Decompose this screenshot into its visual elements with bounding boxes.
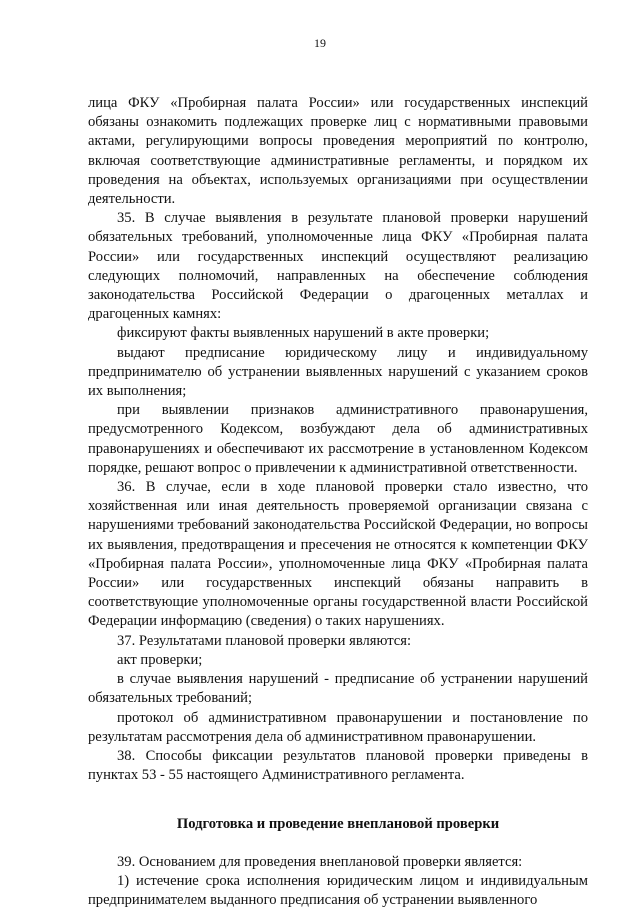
list-item-order: в случае выявления нарушений - предписание об устранении нарушений обязательных требований; bbox=[88, 671, 588, 707]
page-number: 19 bbox=[314, 36, 326, 50]
list-item-1: 1) истечение срока исполнения юридическим лицом и индивидуальным предпринимателем выданного предписания об устранении выявленного bbox=[88, 872, 588, 908]
list-item-fix-violations: фиксируют факты выявленных нарушений в акте проверки; bbox=[117, 325, 490, 342]
paragraph-39: 39. Основанием для проведения внеплановой проверки является: bbox=[117, 853, 523, 870]
paragraph-35: 35. В случае выявления в результате плановой проверки нарушений обязательных требований, уполномоченные лица ФКУ «Пробирная палата России» или государственных инспекций осуществляют реализацию следующих полномочий, направленных на обеспечение соблюдения законодательства Российской Федерации о драгоценных металлах и драгоценных камнях: bbox=[88, 210, 588, 323]
section-heading: Подготовка и проведение внеплановой проверки bbox=[176, 816, 500, 833]
paragraph-37: 37. Результатами плановой проверки являются: bbox=[117, 632, 412, 649]
paragraph-continuation: лица ФКУ «Пробирная палата России» или государственных инспекций обязаны ознакомить подлежащих проверке лиц с нормативными правовыми актами, регулирующими вопросы проведения мероприятий по контролю, включая соответствующие административные регламенты, и порядком их проведения на объектах, используемых организациями при осуществлении деятельности. bbox=[88, 95, 588, 208]
list-item-issue-order: выдают предписание юридическому лицу и индивидуальному предпринимателю об устранении выявленных нарушений с указанием сроков их выполнения; bbox=[88, 344, 588, 400]
document-body bbox=[88, 94, 588, 910]
list-item-admin-offense: при выявлении признаков административного правонарушения, предусмотренного Кодексом, возбуждают дела об административных правонарушениях и обеспечивают их рассмотрение в установленном Кодексом порядке, решают вопрос о привлечении к административной ответственности. bbox=[88, 402, 588, 476]
paragraph-36: 36. В случае, если в ходе плановой проверки стало известно, что хозяйственная или иная деятельность проверяемой организации связана с нарушениями требований законодательства Российской Федерации, но вопросы их выявления, предотвращения и пресечения не относятся к компетенции ФКУ «Пробирная палата России», уполномоченные лица ФКУ «Пробирная палата России» или государственных инспекций обязаны направить в соответствующие уполномоченные органы государственной власти Российской Федерации информацию (сведения) о таких нарушениях. bbox=[88, 479, 588, 630]
list-item-inspection-act: акт проверки; bbox=[117, 651, 203, 668]
list-item-protocol: протокол об административном правонарушении и постановление по результатам рассмотрения дела об административном правонарушении. bbox=[88, 709, 588, 745]
paragraph-38: 38. Способы фиксации результатов плановой проверки приведены в пунктах 53 - 55 настоящего Административного регламента. bbox=[88, 747, 588, 784]
